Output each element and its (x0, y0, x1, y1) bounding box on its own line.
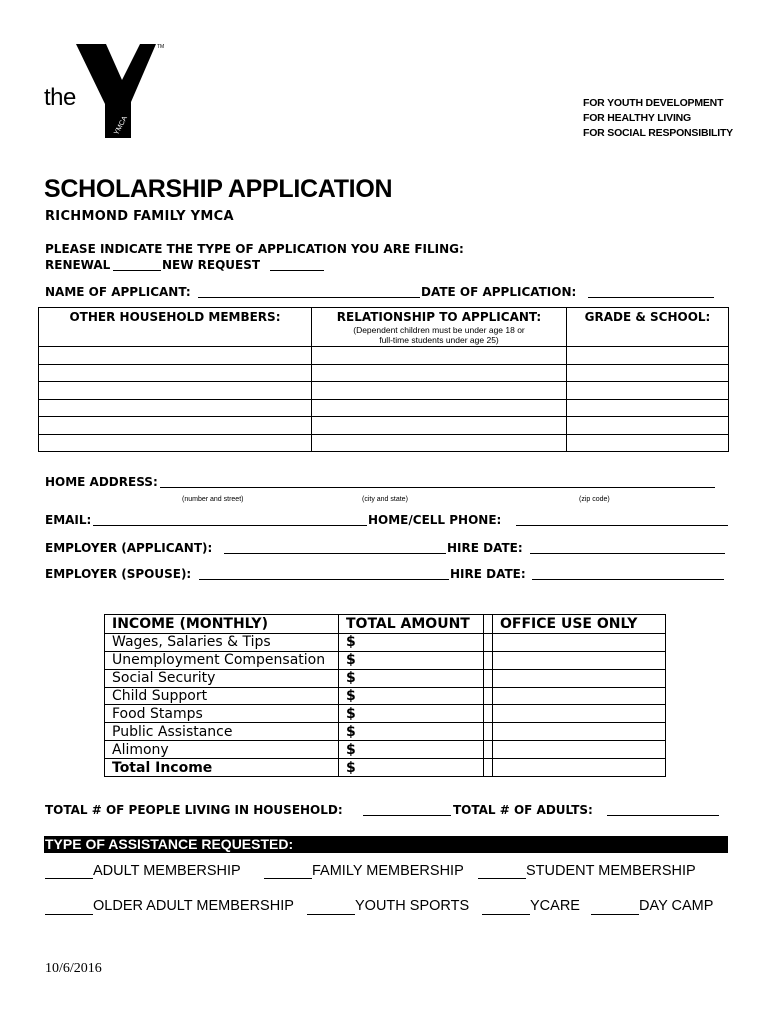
amount-cell[interactable]: $ (339, 633, 484, 651)
relationship-note-line2: full-time students under age 25) (379, 335, 499, 345)
household-cell[interactable] (567, 434, 729, 452)
household-members-table (38, 307, 729, 452)
income-row (105, 705, 666, 723)
amount-cell[interactable]: $ (339, 741, 484, 759)
hire-date-spouse-field[interactable] (532, 579, 724, 580)
application-type-prompt: PLEASE INDICATE THE TYPE OF APPLICATION YOU ARE FILING: (45, 242, 464, 256)
office-cell (493, 651, 666, 669)
renewal-field[interactable] (113, 270, 161, 271)
student-membership-field[interactable] (478, 878, 526, 879)
trademark-mark: TM (157, 44, 165, 50)
option-day-camp: DAY CAMP (639, 898, 714, 914)
hire-date-applicant-label: HIRE DATE: (447, 541, 523, 555)
tagline-health: FOR HEALTHY LIVING (583, 112, 692, 124)
office-cell (493, 723, 666, 741)
ycare-field[interactable] (482, 914, 530, 915)
phone-label: HOME/CELL PHONE: (368, 513, 502, 527)
household-cell[interactable] (39, 382, 312, 400)
household-cell[interactable] (567, 347, 729, 365)
spacer-cell (484, 705, 493, 723)
household-row[interactable] (39, 417, 729, 435)
office-cell (493, 633, 666, 651)
option-student-membership: STUDENT MEMBERSHIP (526, 863, 696, 879)
amount-cell[interactable]: $ (339, 705, 484, 723)
tagline-youth: FOR YOUTH DEVELOPMENT (583, 97, 724, 109)
footer-date: 10/6/2016 (45, 961, 102, 976)
spacer-cell (484, 669, 493, 687)
total-income-label: Total Income (105, 759, 339, 777)
household-row[interactable] (39, 399, 729, 417)
spacer-cell (484, 633, 493, 651)
income-source-public-assistance: Public Assistance (105, 723, 339, 741)
income-source-unemployment: Unemployment Compensation (105, 651, 339, 669)
adult-membership-field[interactable] (45, 878, 93, 879)
email-label: EMAIL: (45, 513, 92, 527)
total-amount-cell[interactable]: $ (339, 759, 484, 777)
income-source-social-security: Social Security (105, 669, 339, 687)
income-source-child-support: Child Support (105, 687, 339, 705)
household-row[interactable] (39, 347, 729, 365)
income-row (105, 741, 666, 759)
household-cell[interactable] (312, 382, 567, 400)
amount-cell[interactable]: $ (339, 723, 484, 741)
amount-cell[interactable]: $ (339, 687, 484, 705)
household-cell[interactable] (312, 417, 567, 435)
income-total-row (105, 759, 666, 777)
logo-word: the (44, 84, 76, 111)
amount-cell[interactable]: $ (339, 669, 484, 687)
hint-zip: (zip code) (579, 496, 610, 503)
employer-applicant-label: EMPLOYER (APPLICANT): (45, 541, 213, 555)
household-cell[interactable] (312, 364, 567, 382)
household-cell[interactable] (39, 434, 312, 452)
new-request-field[interactable] (270, 270, 324, 271)
email-field[interactable] (93, 525, 367, 526)
older-adult-membership-field[interactable] (45, 914, 93, 915)
employer-spouse-field[interactable] (199, 579, 449, 580)
ymca-y-icon (76, 42, 166, 142)
day-camp-field[interactable] (591, 914, 639, 915)
household-cell[interactable] (312, 347, 567, 365)
office-cell (493, 687, 666, 705)
application-date-field[interactable] (588, 297, 714, 298)
application-date-label: DATE OF APPLICATION: (421, 285, 577, 299)
hint-street: (number and street) (182, 496, 244, 503)
hire-date-spouse-label: HIRE DATE: (450, 567, 526, 581)
office-cell (493, 705, 666, 723)
assistance-heading: TYPE OF ASSISTANCE REQUESTED: (45, 836, 294, 852)
spacer-cell (484, 723, 493, 741)
family-membership-field[interactable] (264, 878, 312, 879)
office-cell (493, 759, 666, 777)
form-title: SCHOLARSHIP APPLICATION (44, 175, 393, 203)
household-col-relationship-label: RELATIONSHIP TO APPLICANT: (336, 310, 542, 324)
household-cell[interactable] (39, 399, 312, 417)
office-cell (493, 669, 666, 687)
relationship-note-line1: (Dependent children must be under age 18 or (353, 325, 525, 335)
household-col-members (39, 308, 312, 347)
amount-cell[interactable]: $ (339, 651, 484, 669)
total-people-label: TOTAL # OF PEOPLE LIVING IN HOUSEHOLD: (45, 803, 343, 817)
household-col-grade (567, 308, 729, 347)
household-row[interactable] (39, 364, 729, 382)
income-row (105, 633, 666, 651)
income-table (104, 614, 666, 777)
option-ycare: YCARE (530, 898, 580, 914)
hire-date-applicant-field[interactable] (530, 553, 725, 554)
household-col-grade-label: GRADE & SCHOOL: (584, 310, 711, 324)
household-cell[interactable] (39, 364, 312, 382)
home-address-field[interactable] (160, 487, 715, 488)
new-request-label: NEW REQUEST (162, 258, 261, 272)
household-cell[interactable] (567, 417, 729, 435)
option-family-membership: FAMILY MEMBERSHIP (312, 863, 464, 879)
employer-applicant-field[interactable] (224, 553, 446, 554)
option-older-adult-membership: OLDER ADULT MEMBERSHIP (93, 898, 294, 914)
income-row (105, 687, 666, 705)
total-amount-header: TOTAL AMOUNT (339, 615, 484, 634)
option-adult-membership: ADULT MEMBERSHIP (93, 863, 241, 879)
household-cell[interactable] (567, 399, 729, 417)
spacer-cell (484, 651, 493, 669)
household-col-relationship (312, 308, 567, 347)
spacer-cell (484, 615, 493, 634)
household-row[interactable] (39, 434, 729, 452)
renewal-label: RENEWAL (45, 258, 111, 272)
phone-field[interactable] (516, 525, 728, 526)
household-col-members-label: OTHER HOUSEHOLD MEMBERS: (69, 310, 281, 324)
applicant-name-label: NAME OF APPLICANT: (45, 285, 191, 299)
assistance-heading-bar (44, 836, 728, 853)
option-youth-sports: YOUTH SPORTS (355, 898, 470, 914)
applicant-name-field[interactable] (198, 297, 420, 298)
household-cell[interactable] (567, 364, 729, 382)
income-row (105, 723, 666, 741)
household-cell[interactable] (39, 347, 312, 365)
household-cell[interactable] (312, 399, 567, 417)
household-row[interactable] (39, 382, 729, 400)
income-row (105, 651, 666, 669)
income-header: INCOME (MONTHLY) (105, 615, 339, 634)
household-cell[interactable] (39, 417, 312, 435)
household-cell[interactable] (567, 382, 729, 400)
total-adults-label: TOTAL # OF ADULTS: (453, 803, 593, 817)
income-row (105, 669, 666, 687)
total-people-field[interactable] (363, 815, 451, 816)
logo-ymca-text: YMCA (113, 115, 129, 137)
tagline-social: FOR SOCIAL RESPONSIBILITY (583, 127, 733, 139)
income-source-alimony: Alimony (105, 741, 339, 759)
household-cell[interactable] (312, 434, 567, 452)
income-source-food-stamps: Food Stamps (105, 705, 339, 723)
total-adults-field[interactable] (607, 815, 719, 816)
income-source-wages: Wages, Salaries & Tips (105, 633, 339, 651)
home-address-label: HOME ADDRESS: (45, 475, 158, 489)
hint-city-state: (city and state) (362, 496, 408, 503)
form-subtitle: RICHMOND FAMILY YMCA (45, 209, 234, 224)
youth-sports-field[interactable] (307, 914, 355, 915)
employer-spouse-label: EMPLOYER (SPOUSE): (45, 567, 192, 581)
spacer-cell (484, 759, 493, 777)
spacer-cell (484, 741, 493, 759)
office-cell (493, 741, 666, 759)
office-use-header: OFFICE USE ONLY (493, 615, 666, 634)
spacer-cell (484, 687, 493, 705)
